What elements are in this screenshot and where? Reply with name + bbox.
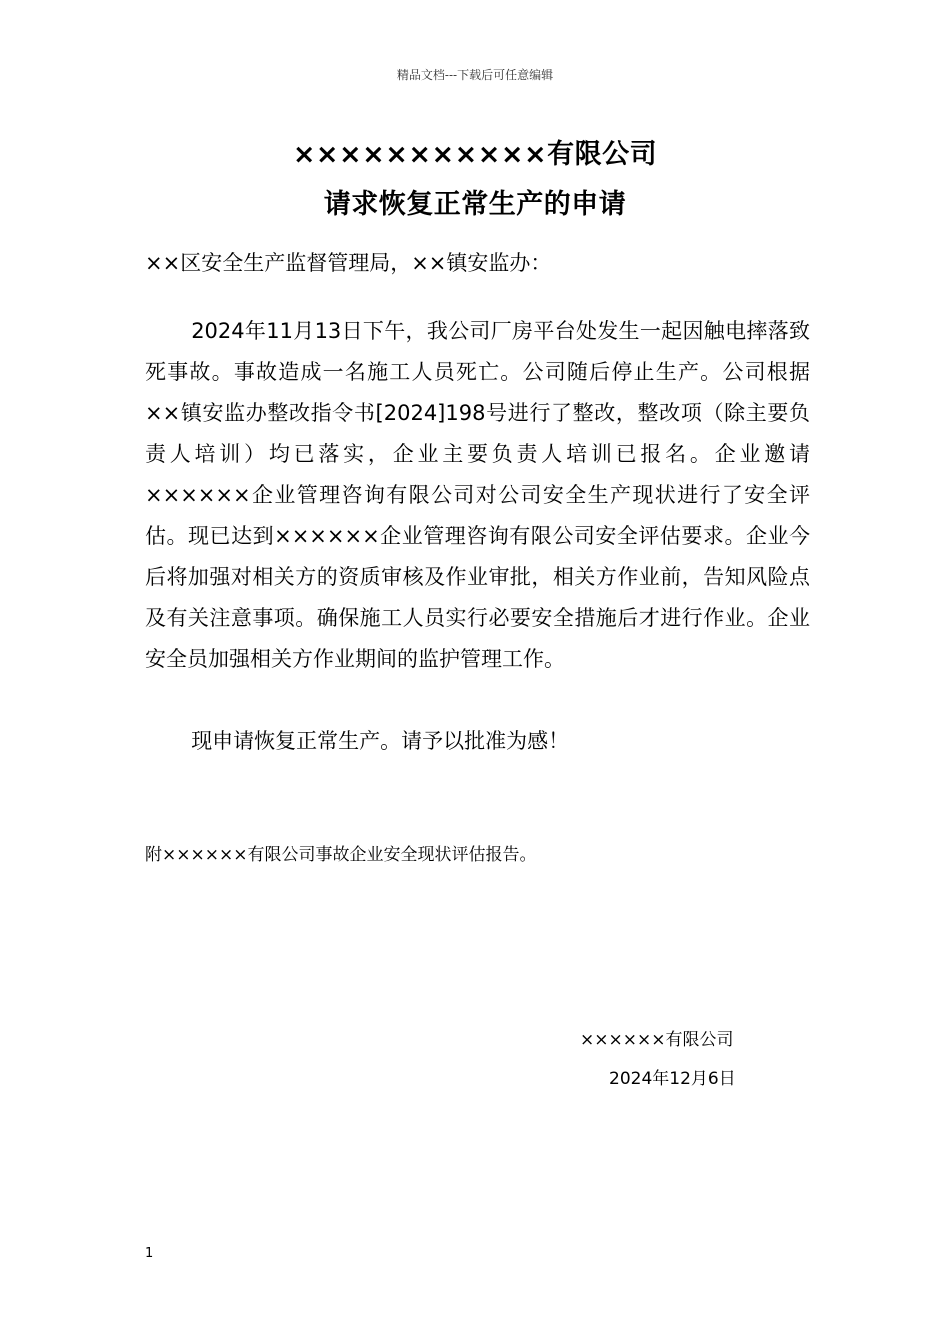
body-paragraph: 2024年11月13日下午，我公司厂房平台处发生一起因触电摔落致死事故。事故造成一名施工人员死亡。公司随后停止生产。公司根据××镇安监办整改指令书[2024]198号进行了整改，整改项（除主要负责人培训）均已落实，企业主要负责人培训已报名。企业邀请××××××企业管理咨询有限公司对公司安全生产现状进行了安全评估。现已达到××××××企业管理咨询有限公司安全评估要求。企业今后将加强对相关方的资质审核及作业审批，相关方作业前，告知风险点及有关注意事项。确保施工人员实行必要安全措施后才进行作业。企业安全员加强相关方作业期间的监护管理工作。 bbox=[145, 319, 810, 671]
header-note: 精品文档---下载后可任意编辑 bbox=[396, 68, 554, 82]
closing-request: 现申请恢复正常生产。请予以批准为感！ bbox=[191, 729, 570, 753]
signature-date: 2024年12月6日 bbox=[609, 1069, 736, 1089]
signature-company: ××××××有限公司 bbox=[580, 1030, 734, 1050]
attachment-note: 附××××××有限公司事故企业安全现状评估报告。 bbox=[145, 845, 537, 865]
document-title-subject: 请求恢复正常生产的申请 bbox=[323, 189, 627, 220]
page-number: 1 bbox=[145, 1246, 154, 1261]
document-title-company: ×××××××××××有限公司 bbox=[292, 139, 658, 170]
salutation: ××区安全生产监督管理局，××镇安监办： bbox=[145, 251, 552, 275]
